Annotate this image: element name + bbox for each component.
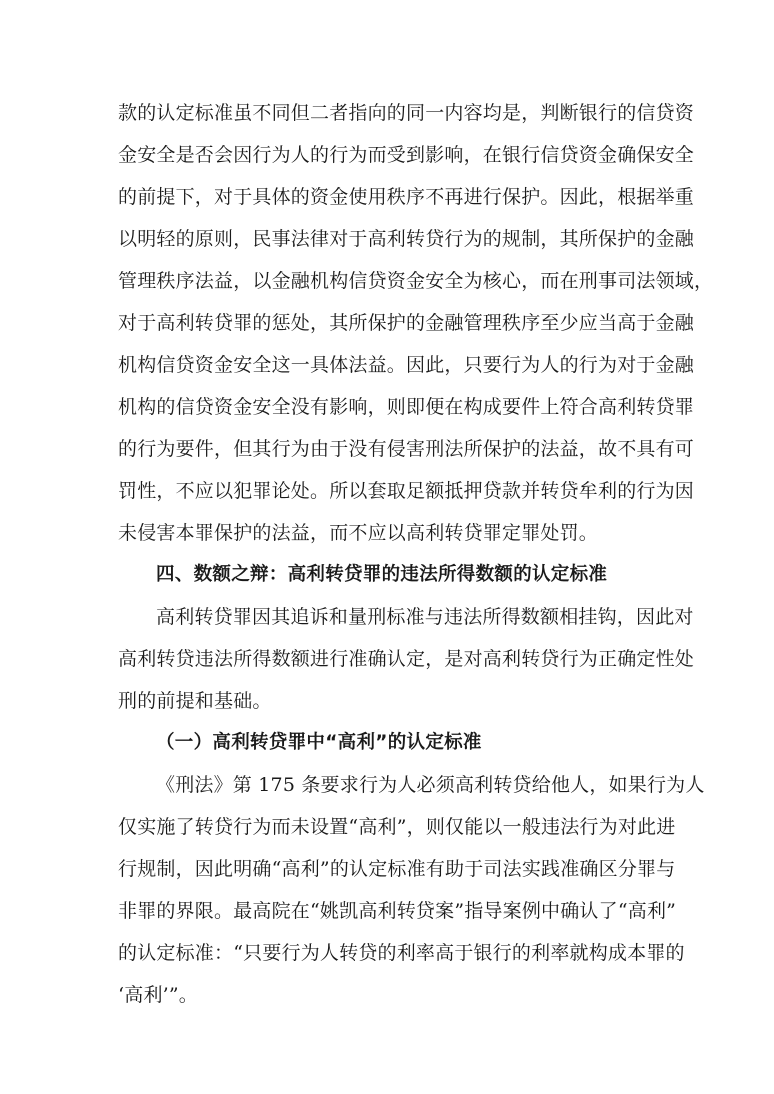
text-line: 罚性，不应以犯罪论处。所以套取足额抵押贷款并转贷牟利的行为因 — [118, 480, 695, 502]
text-line: 金安全是否会因行为人的行为而受到影响，在银行信贷资金确保安全 — [118, 144, 695, 166]
text-line: 非罪的界限。最高院在“姚凯高利转贷案”指导案例中确认了“高利” — [118, 900, 677, 922]
text-line: 未侵害本罪保护的法益，而不应以高利转贷罪定罪处罚。 — [118, 522, 599, 544]
text-line: 高利转贷罪因其追诉和量刑标准与违法所得数额相挂钩，因此对 — [156, 606, 694, 628]
subsection-heading: （一）高利转贷罪中“高利”的认定标准 — [156, 732, 482, 753]
document-page — [118, 92, 714, 1016]
body-paragraph — [118, 764, 705, 1016]
text-line: 仅实施了转贷行为而未设置“高利”，则仅能以一般违法行为对此进 — [118, 816, 676, 838]
text-line: 刑的前提和基础。 — [118, 690, 272, 712]
text-line: 机构的信贷资金安全没有影响，则即便在构成要件上符合高利转贷罪 — [118, 396, 695, 418]
text-line: 行规制，因此明确“高利”的认定标准有助于司法实践准确区分罪与 — [118, 858, 676, 880]
text-line: 款的认定标准虽不同但二者指向的同一内容均是，判断银行的信贷资 — [118, 102, 695, 124]
text-line: 以明轻的原则，民事法律对于高利转贷行为的规制，其所保护的金融 — [118, 228, 695, 250]
text-line: 的认定标准：“只要行为人转贷的利率高于银行的利率就构成本罪的 — [118, 942, 685, 964]
section-heading: 四、数额之辩：高利转贷罪的违法所得数额的认定标准 — [156, 564, 608, 585]
text-line: 《刑法》第 175 条要求行为人必须高利转贷给他人，如果行为人 — [156, 774, 705, 796]
body-paragraph — [118, 596, 695, 722]
body-paragraph — [118, 92, 714, 554]
text-line: 的行为要件，但其行为由于没有侵害刑法所保护的法益，故不具有可 — [118, 438, 695, 460]
text-line: 的前提下，对于具体的资金使用秩序不再进行保护。因此，根据举重 — [118, 186, 695, 208]
text-line: ‘高利’”。 — [118, 984, 198, 1006]
text-line: 机构信贷资金安全这一具体法益。因此，只要行为人的行为对于金融 — [118, 354, 695, 376]
text-line: 高利转贷违法所得数额进行准确认定，是对高利转贷行为正确定性处 — [118, 648, 695, 670]
text-line: 管理秩序法益，以金融机构信贷资金安全为核心，而在刑事司法领域， — [118, 270, 714, 292]
text-line: 对于高利转贷罪的惩处，其所保护的金融管理秩序至少应当高于金融 — [118, 312, 695, 334]
